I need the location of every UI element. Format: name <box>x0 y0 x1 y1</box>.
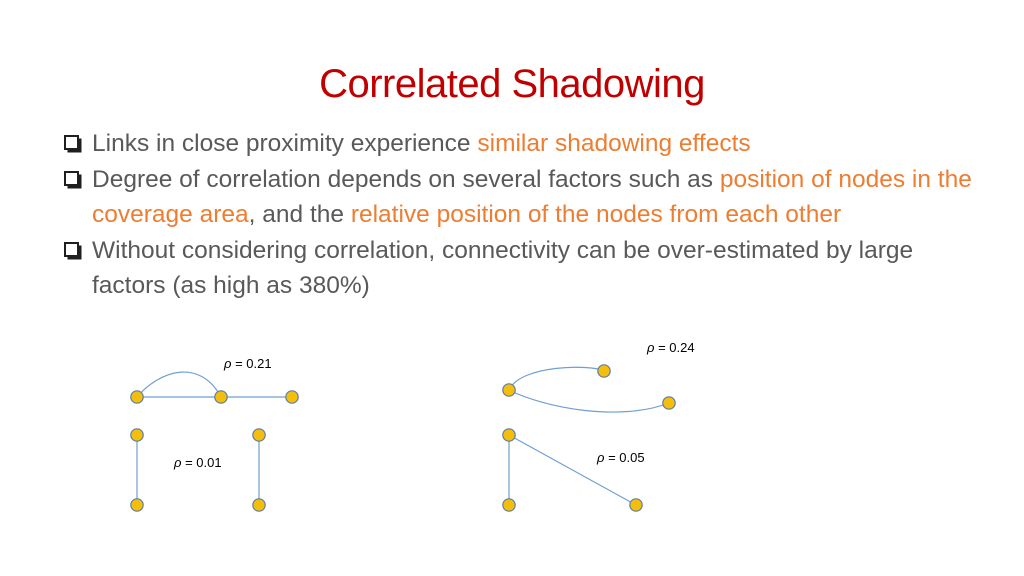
bullet-highlight: position of nodes in the coverage area <box>92 165 972 228</box>
bullet-highlight: relative position of the nodes from each other <box>350 201 842 228</box>
edge-top-left-arc <box>137 372 221 397</box>
edge-top-right-upper <box>509 367 604 390</box>
slide-title: Correlated Shadowing <box>319 62 705 106</box>
node <box>663 397 675 409</box>
node <box>253 429 265 441</box>
node <box>131 429 143 441</box>
rho-label-bottom-left: ρ = 0.01 <box>174 455 222 470</box>
bullet-text: Degree of correlation depends on several factors such as <box>92 165 720 193</box>
rho-label-top-left: ρ = 0.21 <box>224 356 272 371</box>
node <box>215 391 227 403</box>
node <box>630 499 642 511</box>
node <box>598 365 610 377</box>
node <box>131 391 143 403</box>
node <box>503 384 515 396</box>
rho-label-bottom-right: ρ = 0.05 <box>597 450 645 465</box>
bullet-text: , and the <box>248 201 351 228</box>
rho-label-top-right: ρ = 0.24 <box>647 340 695 355</box>
node <box>503 429 515 441</box>
node <box>286 391 298 403</box>
node <box>131 499 143 511</box>
edge-top-right-lower <box>509 390 669 412</box>
bullet-text: Without considering correlation, connectivity can be over-estimated by large factors (as high as 380%) <box>92 236 914 299</box>
bullet-highlight: similar shadowing effects <box>477 130 751 157</box>
node <box>253 499 265 511</box>
edge-bottom-right-diagonal <box>509 435 636 505</box>
node <box>503 499 515 511</box>
bullet-text: Links in close proximity experience <box>92 130 478 157</box>
